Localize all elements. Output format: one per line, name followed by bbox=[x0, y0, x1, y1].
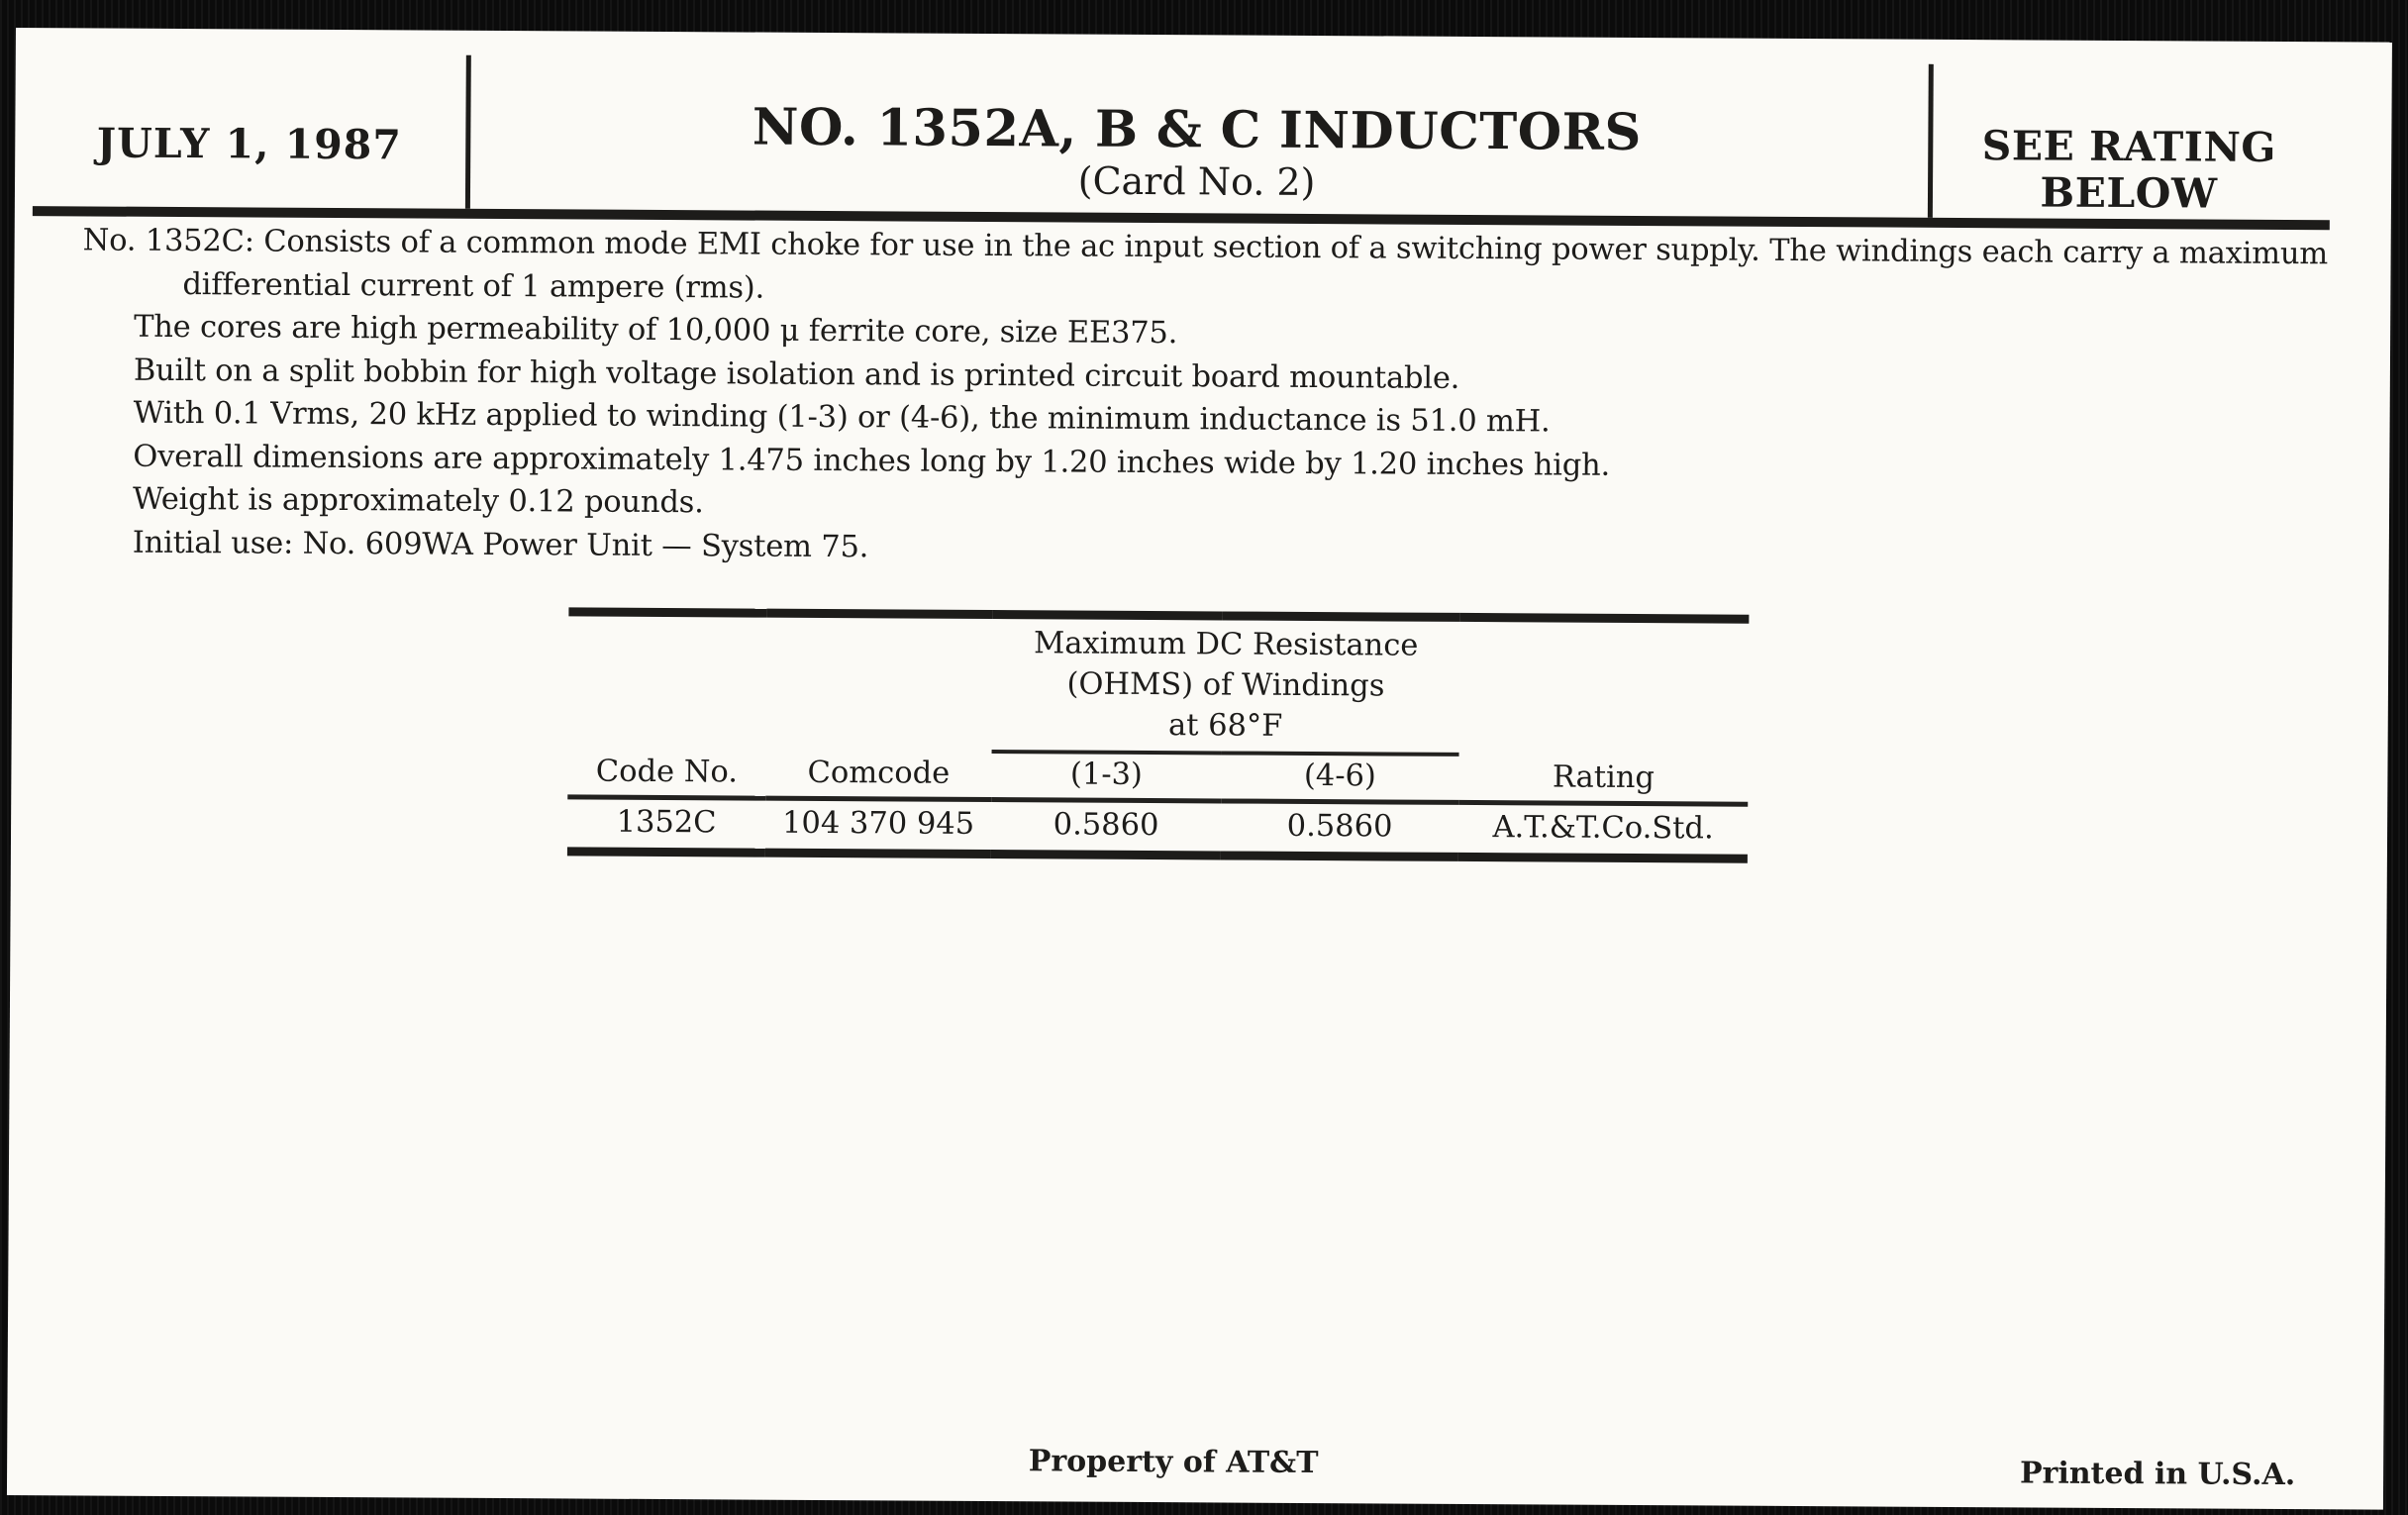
header bbox=[33, 28, 2331, 230]
spec-line-dimensions: Overall dimensions are approximately 1.475 inches long by 1.20 inches wide by 1.20 inches high. bbox=[133, 439, 1611, 483]
group-header-line-3: at 68°F bbox=[1167, 708, 1283, 744]
table-header-row bbox=[567, 749, 1748, 804]
spec-paragraphs bbox=[13, 219, 2332, 577]
spec-line-bobbin: Built on a split bobbin for high voltage isolation and is printed circuit board mountable. bbox=[133, 353, 1460, 396]
group-header-line-1: Maximum DC Resistance bbox=[1033, 626, 1419, 663]
group-header-spacer-right bbox=[1459, 617, 1750, 756]
group-header-line-2: (OHMS) of Windings bbox=[1066, 666, 1385, 704]
table-group-header-row bbox=[568, 612, 1750, 757]
cell-resistance-4-6: 0.5860 bbox=[1286, 808, 1393, 845]
spec-line-cores: The cores are high permeability of 10,000 μ ferrite core, size EE375. bbox=[134, 309, 1178, 352]
date-label: JULY 1, 1987 bbox=[96, 119, 402, 169]
cell-comcode: 104 370 945 bbox=[781, 805, 975, 842]
table-row bbox=[567, 797, 1748, 858]
column-header-winding-1-3: (1-3) bbox=[991, 752, 1221, 801]
spec-line-weight: Weight is approximately 0.12 pounds. bbox=[132, 481, 704, 521]
rating-note bbox=[1928, 123, 2331, 218]
spec-line-inductance: With 0.1 Vrms, 20 kHz applied to winding (1-3) or (4-6), the minimum inductance is 51.0 mH. bbox=[133, 395, 1551, 440]
document-title: NO. 1352A, B & C INDUCTORS bbox=[752, 97, 1643, 163]
cell-resistance-1-3: 0.5860 bbox=[1053, 807, 1159, 844]
column-header-comcode: Comcode bbox=[765, 751, 991, 800]
cell-code-no: 1352C bbox=[616, 804, 717, 841]
document-subtitle: (Card No. 2) bbox=[1077, 158, 1316, 205]
spec-line-description: No. 1352C: Consists of a common mode EMI choke for use in the ac input section of a switching power supply. The windings each carry a maximum bbox=[82, 223, 2329, 272]
column-header-rating: Rating bbox=[1458, 755, 1748, 804]
spec-line-description-cont: differential current of 1 ampere (rms). bbox=[182, 266, 765, 306]
rating-note-line-1: SEE RATING bbox=[1981, 122, 2277, 171]
table-group-header bbox=[992, 615, 1460, 755]
group-header-spacer-left bbox=[568, 612, 993, 752]
document-card bbox=[7, 28, 2392, 1510]
column-header-winding-4-6: (4-6) bbox=[1221, 753, 1458, 802]
footer-property: Property of AT&T bbox=[1028, 1444, 1319, 1481]
cell-rating: A.T.&T.Co.Std. bbox=[1492, 810, 1714, 847]
resistance-table bbox=[567, 607, 1750, 862]
footer-printed: Printed in U.S.A. bbox=[2019, 1456, 2296, 1493]
column-header-code-no: Code No. bbox=[567, 749, 765, 798]
rating-note-line-2: BELOW bbox=[2040, 168, 2218, 218]
spec-line-initial-use: Initial use: No. 609WA Power Unit — System 75. bbox=[132, 525, 869, 564]
